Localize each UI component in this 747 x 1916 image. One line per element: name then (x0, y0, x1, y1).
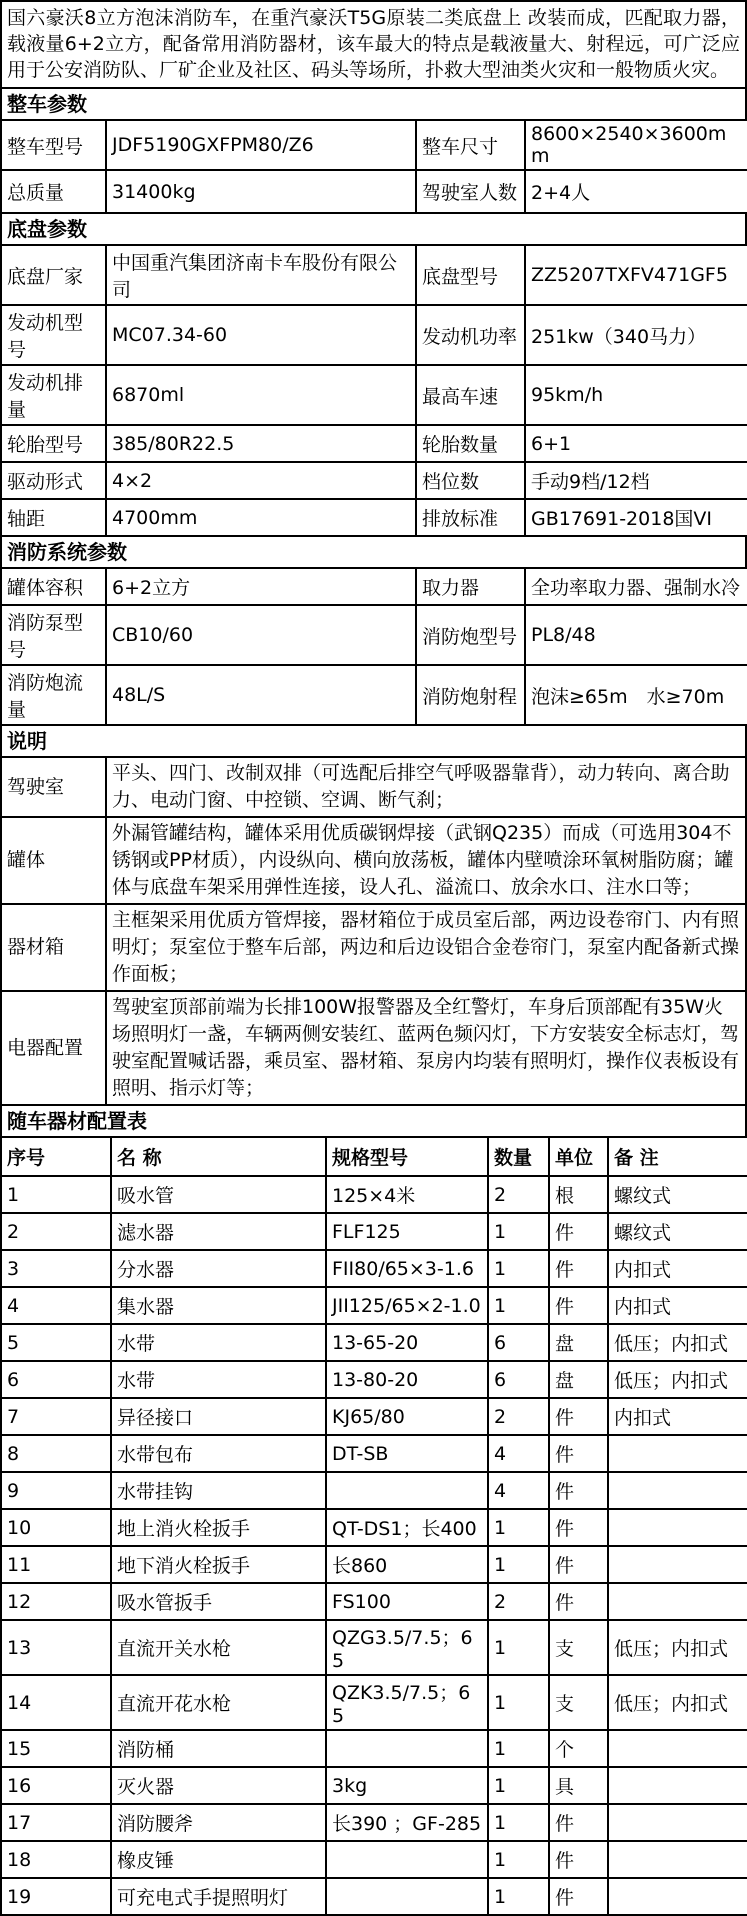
params-row (1, 245, 747, 305)
item-name: 吸水管 (111, 1176, 326, 1213)
equip-row (1, 1398, 747, 1435)
param-label: 消防泵型号 (1, 605, 106, 665)
equip-row (1, 1546, 747, 1583)
equip-row (1, 1361, 747, 1398)
item-unit: 件 (549, 1841, 608, 1878)
params-row (1, 425, 747, 462)
equip-row (1, 1213, 747, 1250)
item-qty: 1 (488, 1546, 549, 1583)
item-no: 13 (1, 1620, 111, 1675)
param-label: 最高车速 (416, 365, 525, 425)
param-label: 底盘厂家 (1, 245, 106, 305)
vehicle-params-table (0, 119, 747, 214)
item-unit: 具 (549, 1767, 608, 1804)
param-label: 总质量 (1, 170, 106, 213)
item-spec: 长860 (326, 1546, 488, 1583)
item-no: 8 (1, 1435, 111, 1472)
param-label: 驱动形式 (1, 462, 106, 499)
item-note: 低压；内扣式 (608, 1620, 747, 1675)
param-label: 轴距 (1, 499, 106, 536)
description-table (0, 756, 747, 1106)
param-value: 31400kg (106, 170, 416, 213)
equip-row (1, 1841, 747, 1878)
section-title-equipment: 随车器材配置表 (0, 1104, 747, 1138)
item-name: 消防腰斧 (111, 1804, 326, 1841)
param-label: 档位数 (416, 462, 525, 499)
item-name: 集水器 (111, 1287, 326, 1324)
item-spec: 长390 ；GF-285 (326, 1804, 488, 1841)
item-unit: 件 (549, 1546, 608, 1583)
param-value: 6870ml (106, 365, 416, 425)
desc-row (1, 817, 746, 904)
item-unit: 支 (549, 1675, 608, 1730)
item-unit: 件 (549, 1435, 608, 1472)
param-value: 4×2 (106, 462, 416, 499)
param-value: GB17691-2018国VI (525, 499, 747, 536)
equip-row (1, 1620, 747, 1675)
section-title-vehicle: 整车参数 (0, 87, 747, 121)
equip-row (1, 1250, 747, 1287)
column-header: 名 称 (111, 1137, 326, 1176)
equip-row (1, 1176, 747, 1213)
item-unit: 件 (549, 1287, 608, 1324)
item-note (608, 1767, 747, 1804)
param-label: 消防炮型号 (416, 605, 525, 665)
item-qty: 1 (488, 1509, 549, 1546)
params-row (1, 665, 747, 725)
param-value: CB10/60 (106, 605, 416, 665)
item-qty: 1 (488, 1767, 549, 1804)
item-qty: 1 (488, 1841, 549, 1878)
param-label: 发动机排量 (1, 365, 106, 425)
item-no: 14 (1, 1675, 111, 1730)
item-no: 17 (1, 1804, 111, 1841)
item-spec: QZK3.5/7.5；65 (326, 1675, 488, 1730)
column-header: 备 注 (608, 1137, 747, 1176)
item-note (608, 1509, 747, 1546)
item-name: 滤水器 (111, 1213, 326, 1250)
item-note (608, 1472, 747, 1509)
item-no: 4 (1, 1287, 111, 1324)
param-label: 罐体容积 (1, 568, 106, 605)
param-value: MC07.34-60 (106, 305, 416, 365)
item-spec: FII80/65×3-1.6 (326, 1250, 488, 1287)
item-note: 低压；内扣式 (608, 1361, 747, 1398)
item-spec (326, 1730, 488, 1767)
params-row (1, 120, 747, 170)
param-value: 手动9档/12档 (525, 462, 747, 499)
item-qty: 1 (488, 1730, 549, 1767)
item-note: 内扣式 (608, 1287, 747, 1324)
item-name: 消防桶 (111, 1730, 326, 1767)
item-spec: 3kg (326, 1767, 488, 1804)
item-name: 橡皮锤 (111, 1841, 326, 1878)
item-unit: 件 (549, 1804, 608, 1841)
item-note (608, 1435, 747, 1472)
desc-text: 驾驶室顶部前端为长排100W报警器及全红警灯，车身后顶部配有35W火场照明灯一盏，车辆两侧安装红、蓝两色频闪灯，下方安装安全标志灯，驾驶室配置喊话器，乘员室、器材箱、泵房内均装有照明灯，操作仪表板设有照明、指示灯等； (106, 991, 746, 1105)
item-name: 可充电式手提照明灯 (111, 1878, 326, 1915)
item-note (608, 1841, 747, 1878)
param-value: 4700mm (106, 499, 416, 536)
item-qty: 1 (488, 1250, 549, 1287)
item-unit: 件 (549, 1472, 608, 1509)
params-row (1, 499, 747, 536)
fire-system-params-table (0, 567, 747, 726)
item-qty: 1 (488, 1804, 549, 1841)
item-no: 12 (1, 1583, 111, 1620)
desc-text: 主框架采用优质方管焊接，器材箱位于成员室后部，两边设卷帘门、内有照明灯；泵室位于整车后部，两边和后边设铝合金卷帘门，泵室内配备新式操作面板； (106, 904, 746, 991)
param-value: PL8/48 (525, 605, 747, 665)
item-qty: 1 (488, 1675, 549, 1730)
item-qty: 1 (488, 1213, 549, 1250)
item-no: 18 (1, 1841, 111, 1878)
item-unit: 件 (549, 1250, 608, 1287)
chassis-params-table (0, 244, 747, 537)
item-note (608, 1730, 747, 1767)
item-qty: 1 (488, 1287, 549, 1324)
item-note: 内扣式 (608, 1398, 747, 1435)
param-value: 全功率取力器、强制水冷 (525, 568, 747, 605)
param-label: 轮胎数量 (416, 425, 525, 462)
item-no: 5 (1, 1324, 111, 1361)
desc-row (1, 757, 746, 817)
desc-label: 器材箱 (1, 904, 106, 991)
params-row (1, 462, 747, 499)
item-unit: 件 (549, 1398, 608, 1435)
item-unit: 根 (549, 1176, 608, 1213)
item-unit: 盘 (549, 1361, 608, 1398)
desc-label: 驾驶室 (1, 757, 106, 817)
desc-row (1, 904, 746, 991)
desc-label: 罐体 (1, 817, 106, 904)
item-note: 螺纹式 (608, 1213, 747, 1250)
param-label: 驾驶室人数 (416, 170, 525, 213)
param-label: 消防炮流量 (1, 665, 106, 725)
params-row (1, 365, 747, 425)
item-spec (326, 1878, 488, 1915)
column-header: 序号 (1, 1137, 111, 1176)
item-name: 异径接口 (111, 1398, 326, 1435)
equip-row (1, 1878, 747, 1915)
item-no: 9 (1, 1472, 111, 1509)
item-unit: 盘 (549, 1324, 608, 1361)
equip-row (1, 1675, 747, 1730)
item-note: 内扣式 (608, 1250, 747, 1287)
item-name: 分水器 (111, 1250, 326, 1287)
params-row (1, 605, 747, 665)
equipment-header-row (1, 1137, 747, 1176)
item-name: 灭火器 (111, 1767, 326, 1804)
item-name: 地上消火栓扳手 (111, 1509, 326, 1546)
item-spec (326, 1841, 488, 1878)
item-name: 水带 (111, 1324, 326, 1361)
param-label: 发动机型号 (1, 305, 106, 365)
section-title-description: 说明 (0, 724, 747, 758)
item-no: 10 (1, 1509, 111, 1546)
param-label: 消防炮射程 (416, 665, 525, 725)
item-spec: FLF125 (326, 1213, 488, 1250)
equip-row (1, 1804, 747, 1841)
param-value: 8600×2540×3600mm (525, 120, 747, 170)
param-value: 泡沫≥65m 水≥70m (525, 665, 747, 725)
item-spec: DT-SB (326, 1435, 488, 1472)
item-spec: FS100 (326, 1583, 488, 1620)
param-label: 轮胎型号 (1, 425, 106, 462)
item-qty: 4 (488, 1435, 549, 1472)
param-label: 底盘型号 (416, 245, 525, 305)
params-row (1, 305, 747, 365)
item-qty: 1 (488, 1878, 549, 1915)
item-spec (326, 1472, 488, 1509)
item-no: 1 (1, 1176, 111, 1213)
item-note: 螺纹式 (608, 1176, 747, 1213)
param-value: 385/80R22.5 (106, 425, 416, 462)
item-spec: JII125/65×2-1.0 (326, 1287, 488, 1324)
item-no: 7 (1, 1398, 111, 1435)
item-note: 低压；内扣式 (608, 1324, 747, 1361)
param-label: 发动机功率 (416, 305, 525, 365)
item-no: 11 (1, 1546, 111, 1583)
equip-row (1, 1767, 747, 1804)
item-qty: 1 (488, 1620, 549, 1675)
item-note: 低压；内扣式 (608, 1675, 747, 1730)
item-note (608, 1583, 747, 1620)
item-spec: 125×4米 (326, 1176, 488, 1213)
params-row (1, 170, 747, 213)
param-label: 排放标准 (416, 499, 525, 536)
item-name: 水带挂钩 (111, 1472, 326, 1509)
param-value: ZZ5207TXFV471GF5 (525, 245, 747, 305)
equip-row (1, 1435, 747, 1472)
item-spec: KJ65/80 (326, 1398, 488, 1435)
item-qty: 6 (488, 1361, 549, 1398)
equipment-table (0, 1136, 747, 1916)
item-unit: 件 (549, 1509, 608, 1546)
item-unit: 件 (549, 1213, 608, 1250)
param-label: 取力器 (416, 568, 525, 605)
column-header: 单位 (549, 1137, 608, 1176)
column-header: 规格型号 (326, 1137, 488, 1176)
item-note (608, 1804, 747, 1841)
equip-row (1, 1472, 747, 1509)
params-row (1, 568, 747, 605)
item-no: 16 (1, 1767, 111, 1804)
equip-row (1, 1509, 747, 1546)
item-name: 水带包布 (111, 1435, 326, 1472)
param-value: 251kw（340马力） (525, 305, 747, 365)
equip-row (1, 1324, 747, 1361)
param-label: 整车尺寸 (416, 120, 525, 170)
item-spec: 13-65-20 (326, 1324, 488, 1361)
param-value: 2+4人 (525, 170, 747, 213)
item-name: 吸水管扳手 (111, 1583, 326, 1620)
desc-text: 外漏管罐结构，罐体采用优质碳钢焊接（武钢Q235）而成（可选用304不锈钢或PP材质），内设纵向、横向放荡板，罐体内壁喷涂环氧树脂防腐；罐体与底盘车架采用弹性连接，设人孔、溢流口、放余水口、注水口等； (106, 817, 746, 904)
equip-row (1, 1730, 747, 1767)
intro-paragraph: 国六豪沃8立方泡沫消防车，在重汽豪沃T5G原装二类底盘上 改装而成，匹配取力器，载液量6+2立方，配备常用消防器材，该车最大的特点是载液量大、射程远，可广泛应用于公安消防队、厂矿企业及社区、码头等场所，扑救大型油类火灾和一般物质火灾。 (0, 0, 747, 89)
param-value: 中国重汽集团济南卡车股份有限公司 (106, 245, 416, 305)
item-name: 直流开花水枪 (111, 1675, 326, 1730)
param-value: 95km/h (525, 365, 747, 425)
item-spec: 13-80-20 (326, 1361, 488, 1398)
param-value: 6+1 (525, 425, 747, 462)
param-value: 6+2立方 (106, 568, 416, 605)
item-unit: 个 (549, 1730, 608, 1767)
item-qty: 2 (488, 1583, 549, 1620)
item-qty: 2 (488, 1176, 549, 1213)
desc-label: 电器配置 (1, 991, 106, 1105)
desc-text: 平头、四门、改制双排（可选配后排空气呼吸器靠背），动力转向、离合助力、电动门窗、中控锁、空调、断气刹； (106, 757, 746, 817)
param-value: JDF5190GXFPM80/Z6 (106, 120, 416, 170)
item-unit: 件 (549, 1878, 608, 1915)
param-label: 整车型号 (1, 120, 106, 170)
param-value: 48L/S (106, 665, 416, 725)
equip-row (1, 1583, 747, 1620)
item-name: 地下消火栓扳手 (111, 1546, 326, 1583)
section-title-chassis: 底盘参数 (0, 212, 747, 246)
item-unit: 件 (549, 1583, 608, 1620)
item-unit: 支 (549, 1620, 608, 1675)
column-header: 数量 (488, 1137, 549, 1176)
item-qty: 2 (488, 1398, 549, 1435)
item-no: 2 (1, 1213, 111, 1250)
item-note (608, 1546, 747, 1583)
item-qty: 6 (488, 1324, 549, 1361)
section-title-fire-system: 消防系统参数 (0, 535, 747, 569)
item-qty: 4 (488, 1472, 549, 1509)
item-no: 3 (1, 1250, 111, 1287)
item-name: 直流开关水枪 (111, 1620, 326, 1675)
item-note (608, 1878, 747, 1915)
desc-row (1, 991, 746, 1105)
item-no: 15 (1, 1730, 111, 1767)
item-spec: QZG3.5/7.5；65 (326, 1620, 488, 1675)
item-name: 水带 (111, 1361, 326, 1398)
item-no: 6 (1, 1361, 111, 1398)
item-spec: QT-DS1；长400 (326, 1509, 488, 1546)
equip-row (1, 1287, 747, 1324)
item-no: 19 (1, 1878, 111, 1915)
